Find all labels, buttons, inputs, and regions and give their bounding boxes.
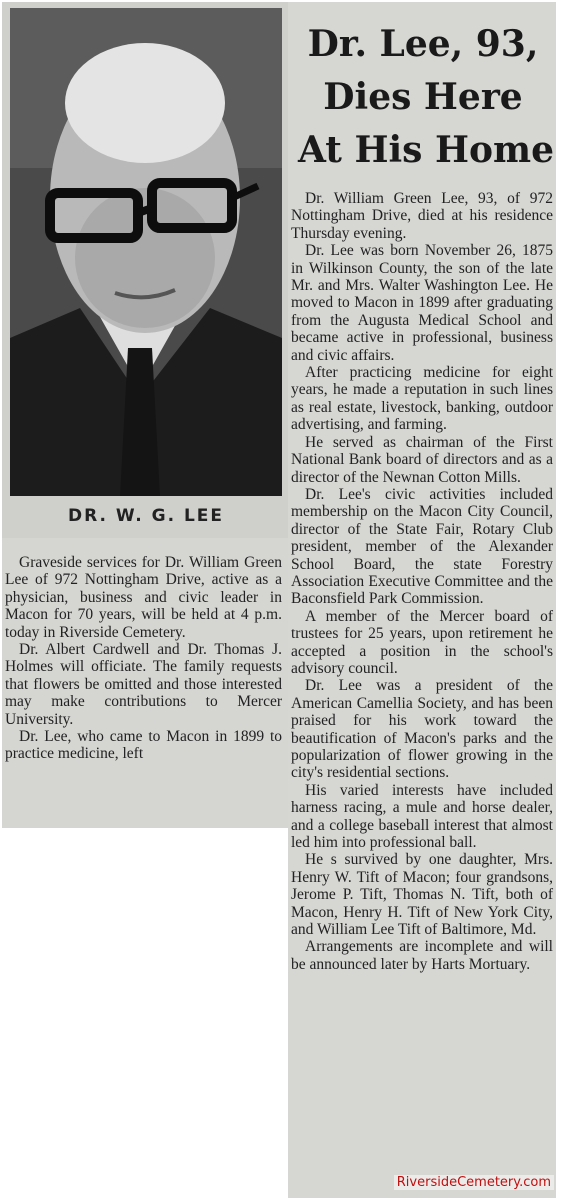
paragraph: Dr. Lee, who came to Macon in 1899 to practice medicine, left bbox=[5, 728, 282, 763]
portrait-photo bbox=[10, 8, 282, 496]
headline-line-2: Dies Here bbox=[323, 76, 523, 118]
paragraph: Dr. Albert Cardwell and Dr. Thomas J. Holmes will officiate. The family requests that flowers be omitted and those interested may make contributions to Mercer University. bbox=[5, 641, 282, 728]
portrait-illustration bbox=[10, 8, 282, 496]
paragraph: Graveside services for Dr. William Green Lee of 972 Nottingham Drive, active as a physician, business and civic leader in Macon for 70 years, will be held at 4 p.m. today in Riverside Cemetery. bbox=[5, 554, 282, 641]
paragraph: Dr. Lee's civic activities included membership on the Macon City Council, director of the State Fair, Rotary Club president, member of the Alexander School Board, the state Forestry Association Executive Committee and the Baconsfield Park Commission. bbox=[291, 485, 553, 608]
headline bbox=[298, 18, 554, 177]
headline-line-3: At His Home bbox=[298, 129, 554, 171]
watermark: RiversideCemetery.com bbox=[394, 1175, 554, 1190]
paragraph: Arrangements are incomplete and will be announced later by Harts Mortuary. bbox=[291, 938, 553, 973]
headline-line-1: Dr. Lee, 93, bbox=[307, 23, 539, 65]
paragraph: After practicing medicine for eight years, he made a reputation in such lines as real estate, livestock, banking, outdoor advertising, and farming. bbox=[291, 364, 553, 434]
paragraph: He s survived by one daughter, Mrs. Henry W. Tift of Macon; four grandsons, Jerome P. Tift, Thomas N. Tift, both of Macon, Henry H. Tift of New York City, and William Lee Tift of Baltimore, Md. bbox=[291, 851, 553, 939]
photo-caption: DR. W. G. LEE bbox=[67, 506, 225, 526]
paragraph: Dr. William Green Lee, 93, of 972 Nottingham Drive, died at his residence Thursday evening. bbox=[291, 190, 553, 242]
paragraph: Dr. Lee was born November 26, 1875 in Wilkinson County, the son of the late Mr. and Mrs. Walter Washington Lee. He moved to Macon in 1899 after graduating from the Augusta Medical School and became active in professional, business and civic affairs. bbox=[291, 242, 553, 364]
article-body-right bbox=[291, 190, 553, 973]
paragraph: His varied interests have included harness racing, a mule and horse dealer, and a college baseball interest that almost led him into professional ball. bbox=[291, 781, 553, 852]
paragraph: A member of the Mercer board of trustees for 25 years, upon retirement he accepted a position in the school's advisory council. bbox=[291, 607, 553, 677]
article-body-left bbox=[5, 554, 282, 763]
paragraph: He served as chairman of the First National Bank board of directors and as a director of the Newnan Cotton Mills. bbox=[291, 433, 553, 486]
paragraph: Dr. Lee was a president of the American Camellia Society, and has been praised for his work toward the beautification of Macon's parks and the popularization of flower growing in the city's residential sections. bbox=[291, 677, 553, 782]
